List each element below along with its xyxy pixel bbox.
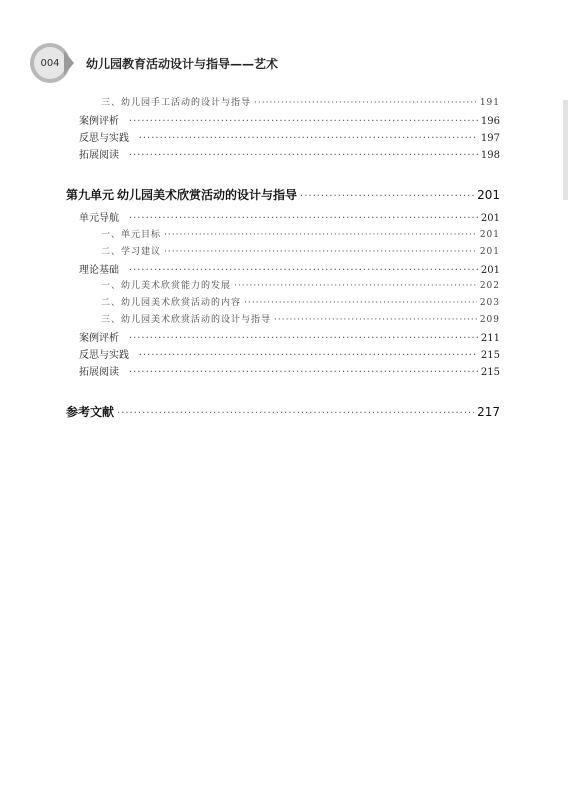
toc-entry-page: 197: [480, 133, 500, 144]
dot-leader: [164, 230, 477, 240]
page-number: 004: [34, 47, 66, 79]
dot-leader: [244, 298, 477, 308]
toc-entry-title: 反思与实践: [79, 133, 129, 144]
toc-entry-page: 191: [479, 98, 500, 108]
dot-leader: [234, 281, 477, 291]
toc-entry-title: 案例评析: [79, 116, 119, 127]
dot-leader: [139, 133, 478, 144]
toc-entry-page: 201: [479, 230, 500, 240]
dot-leader: [117, 408, 474, 419]
toc-entry-page: 203: [479, 298, 500, 308]
dot-leader: [129, 213, 478, 224]
dot-leader: [129, 265, 478, 276]
toc-entry[interactable]: [79, 129, 500, 144]
references-page: 217: [477, 405, 500, 419]
toc-entry[interactable]: [101, 278, 500, 291]
unit-label: 第九单元: [66, 188, 115, 202]
toc-entry-title: 理论基础: [79, 265, 119, 276]
dot-leader: [300, 191, 474, 202]
unit-title: 幼儿园美术欣赏活动的设计与指导: [117, 188, 298, 202]
toc-entry-page: 201: [480, 265, 500, 276]
toc-entry[interactable]: [101, 244, 500, 257]
book-title: 幼儿园教育活动设计与指导——艺术: [86, 57, 279, 71]
toc-entry-title: 二、幼儿园美术欣赏活动的内容: [101, 298, 242, 308]
toc-entry[interactable]: [101, 295, 500, 308]
toc-entry[interactable]: [79, 261, 500, 276]
toc-unit-heading[interactable]: [66, 186, 500, 203]
toc-entry[interactable]: [79, 112, 500, 127]
toc-entry[interactable]: [101, 312, 500, 325]
badge-arrow-icon: [64, 51, 74, 75]
toc-entry-title: 三、幼儿园美术欣赏活动的设计与指导: [101, 315, 272, 325]
toc-entry[interactable]: [101, 227, 500, 240]
toc-references[interactable]: [66, 403, 500, 420]
dot-leader: [129, 367, 478, 378]
toc-entry-title: 二、学习建议: [101, 247, 162, 257]
toc-entry-page: 196: [480, 116, 500, 127]
toc-entry-page: 201: [480, 213, 500, 224]
unit-page: 201: [477, 188, 500, 202]
toc-entry[interactable]: [101, 95, 500, 108]
toc-entry[interactable]: [79, 346, 500, 361]
toc-entry-title: 单元导航: [79, 213, 119, 224]
toc-entry-page: 215: [480, 367, 500, 378]
toc-entry-title: 案例评析: [79, 333, 119, 344]
toc-entry-page: 198: [480, 150, 500, 161]
dot-leader: [139, 350, 478, 361]
dot-leader: [129, 116, 478, 127]
toc-entry-title: 拓展阅读: [79, 150, 119, 161]
dot-leader: [129, 333, 478, 344]
toc-entry[interactable]: [79, 329, 500, 344]
toc-entry-title: 一、单元目标: [101, 230, 162, 240]
toc-entry[interactable]: [79, 146, 500, 161]
dot-leader: [274, 315, 477, 325]
toc-entry-page: 215: [480, 350, 500, 361]
toc-entry-page: 201: [479, 247, 500, 257]
toc-entry-page: 211: [480, 333, 500, 344]
dot-leader: [164, 247, 477, 257]
toc-entry-page: 202: [479, 281, 500, 291]
dot-leader: [129, 150, 478, 161]
toc-entry-page: 209: [479, 315, 500, 325]
toc-entry[interactable]: [79, 363, 500, 378]
toc-entry-title: 拓展阅读: [79, 367, 119, 378]
toc-entry-title: 三、幼儿园手工活动的设计与指导: [101, 98, 252, 108]
references-title: 参考文献: [66, 405, 115, 419]
dot-leader: [254, 98, 477, 108]
toc-entry-title: 一、幼儿美术欣赏能力的发展: [101, 281, 232, 291]
side-tab-marker: [563, 100, 568, 200]
toc-entry[interactable]: [79, 209, 500, 224]
toc-entry-title: 反思与实践: [79, 350, 129, 361]
running-header: [30, 43, 450, 83]
